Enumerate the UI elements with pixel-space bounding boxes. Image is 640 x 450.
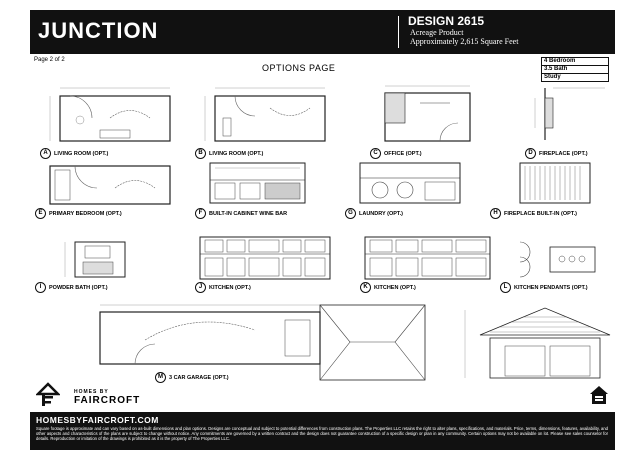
laundry-elevation (345, 158, 470, 208)
option-badge: A (40, 148, 51, 159)
page-number: Page 2 of 2 (34, 57, 65, 63)
plan-title: JUNCTION (38, 18, 159, 43)
option-card-g (345, 158, 470, 218)
website-link[interactable]: HOMESBYFAIRCROFT.COM (36, 415, 159, 425)
option-badge: M (155, 372, 166, 383)
option-badge: K (360, 282, 371, 293)
kitchen-pendants-plan (500, 232, 615, 282)
option-card-d (525, 78, 615, 158)
option-badge: J (195, 282, 206, 293)
option-label: KITCHEN (OPT.) (209, 284, 251, 291)
footer-bar (30, 412, 615, 450)
option-label: LAUNDRY (OPT.) (359, 210, 403, 217)
garage-roof-plan (315, 300, 435, 385)
option-label: OFFICE (OPT.) (384, 150, 422, 157)
fireplace-plan (525, 78, 615, 146)
option-badge: B (195, 148, 206, 159)
option-label: LIVING ROOM (OPT.) (209, 150, 264, 157)
option-label: BUILT-IN CABINET WINE BAR (209, 210, 288, 217)
option-card-f (195, 158, 320, 218)
options-page-title: OPTIONS PAGE (262, 63, 336, 73)
equal-housing-icon (588, 384, 610, 406)
option-card-j (195, 232, 335, 292)
option-card-m (85, 300, 330, 382)
option-badge: C (370, 148, 381, 159)
option-label: PRIMARY BEDROOM (OPT.) (49, 210, 122, 217)
living-room-a-plan (40, 78, 180, 146)
header-bar (30, 10, 615, 54)
office-plan (370, 78, 480, 146)
option-badge: G (345, 208, 356, 219)
options-sheet (30, 10, 615, 450)
option-card-c (370, 78, 480, 158)
option-label: 3 CAR GARAGE (OPT.) (169, 374, 229, 381)
option-card-b (195, 78, 335, 158)
kitchen-j-elevation (195, 232, 335, 282)
option-label: POWDER BATH (OPT.) (49, 284, 108, 291)
logo-name: FAIRCROFT (74, 395, 141, 406)
builder-logo (36, 382, 186, 410)
design-number: DESIGN 2615 (408, 14, 485, 28)
powder-bath-elevation (35, 232, 155, 282)
option-label: KITCHEN (OPT.) (374, 284, 416, 291)
square-footage: Approximately 2,615 Square Feet (410, 37, 519, 46)
house-logo-icon (36, 382, 60, 408)
garage-elevation (450, 300, 615, 385)
wine-bar-elevation (195, 158, 320, 208)
option-label: KITCHEN PENDANTS (OPT.) (514, 284, 588, 291)
option-badge: D (525, 148, 536, 159)
garage-plan (85, 300, 330, 368)
option-card-i (35, 232, 155, 292)
header-divider (398, 16, 399, 48)
option-badge: L (500, 282, 511, 293)
option-badge: E (35, 208, 46, 219)
option-card-h (490, 158, 615, 218)
kitchen-k-elevation (360, 232, 500, 282)
option-card-k (360, 232, 500, 292)
option-badge: I (35, 282, 46, 293)
spec-baths: 3.5 Bath (542, 66, 608, 74)
primary-bedroom-plan (35, 158, 185, 208)
spec-bedrooms: 4 Bedroom (542, 58, 608, 66)
option-card-l (500, 232, 615, 292)
logo-by: HOMES BY (74, 389, 109, 395)
spec-study: Study (544, 74, 561, 80)
disclaimer-text: Square footage is approximate and can vary based on as-built dimensions and plan options. Designs are conceptual and subject to potential differences from construction plans. The Properties LLC retains the right to alter plans, specifications, and materials. Price, terms, dimensions, features, availability, and other aspects and characteristics of the plans are subject to change without notice. Any commitments are governed by a written contract and the design does not guarantee construction of a specific design or plan in any community. Certain options may not be available on lot. Please see sales counselor for details. Reproduction or imitation of the drawings is prohibited as it is the property of The Properties LLC. (36, 426, 608, 442)
option-label: LIVING ROOM (OPT.) (54, 150, 109, 157)
product-type: Acreage Product (410, 28, 464, 37)
option-label: FIREPLACE BUILT-IN (OPT.) (504, 210, 577, 217)
fireplace-built-in-elevation (490, 158, 615, 208)
option-badge: F (195, 208, 206, 219)
living-room-b-plan (195, 78, 335, 146)
option-label: FIREPLACE (OPT.) (539, 150, 588, 157)
option-card-e (35, 158, 185, 218)
option-card-a (40, 78, 180, 158)
option-badge: H (490, 208, 501, 219)
